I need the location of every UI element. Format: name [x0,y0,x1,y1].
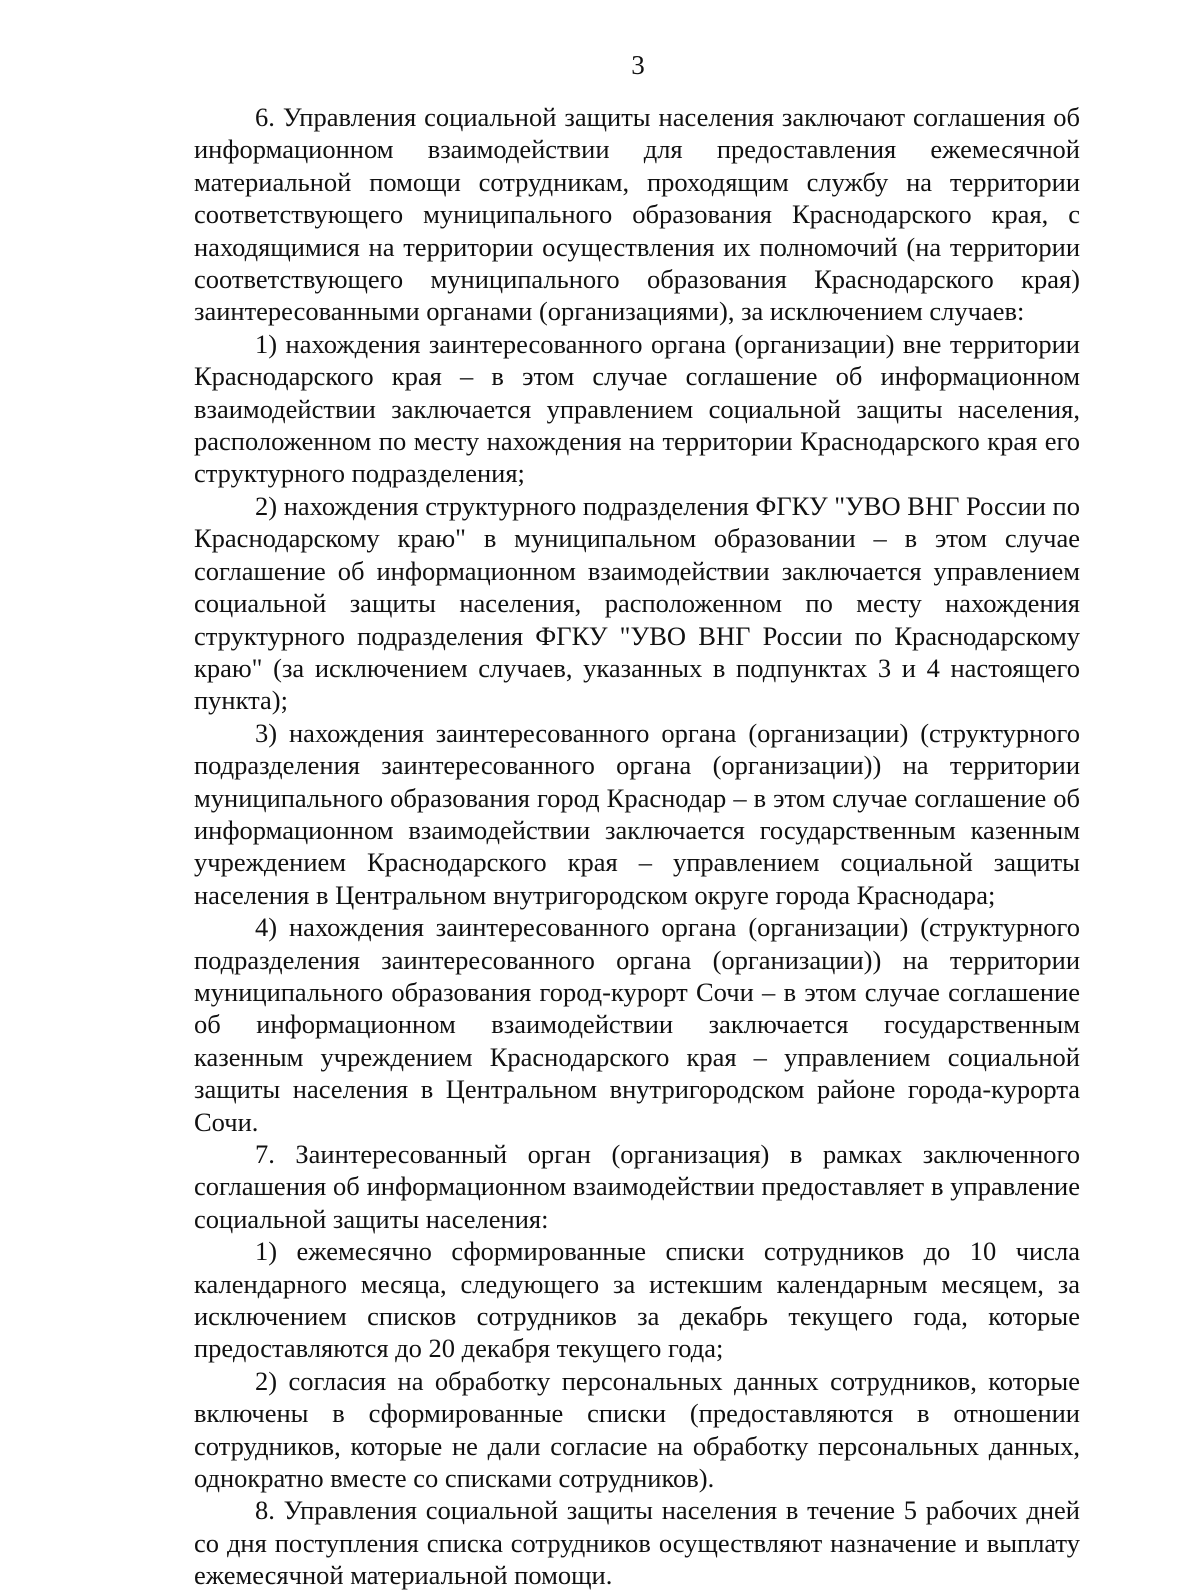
paragraph-8: 8. Управления социальной защиты населения в течение 5 рабочих дней со дня поступления списка сотрудников осуществляют назначение и выплату ежемесячной материальной помощи. [194,1495,1080,1591]
paragraph-7-item-2: 2) согласия на обработку персональных данных сотрудников, которые включены в сформированные списки (предоставляются в отношении сотрудников, которые не дали согласие на обработку персональных данных, однократно вместе со списками сотрудников). [194,1365,1080,1494]
paragraph-7-item-1: 1) ежемесячно сформированные списки сотрудников до 10 числа календарного месяца, следующего за истекшим календарным месяцем, за исключением списков сотрудников за декабрь текущего года, которые предоставляются до 20 декабря текущего года; [194,1236,1080,1364]
page-number: 3 [631,50,645,80]
paragraph-6: 6. Управления социальной защиты населения заключают соглашения об информационном взаимодействии для предоставления ежемесячной материальной помощи сотрудникам, проходящим службу на территории соответствующего муниципального образования Краснодарского края, с находящимися на территории осуществления их полномочий (на территории соответствующего муниципального образования Краснодарского края) заинтересованными органами (организациями), за исключением случаев: [194,102,1080,327]
paragraph-6-item-1: 1) нахождения заинтересованного органа (организации) вне территории Краснодарского края – в этом случае соглашение об информационном взаимодействии заключается управлением социальной защиты населения, расположенном по месту нахождения на территории Краснодарского края его структурного подразделения; [194,328,1080,489]
document-body [194,101,1080,1592]
paragraph-6-item-2: 2) нахождения структурного подразделения ФГКУ "УВО ВНГ России по Краснодарскому краю" в муниципальном образовании – в этом случае соглашение об информационном взаимодействии заключается управлением социальной защиты населения, расположенном по месту нахождения структурного подразделения ФГКУ "УВО ВНГ России по Краснодарскому краю" (за исключением случаев, указанных в подпунктах 3 и 4 настоящего пункта); [194,490,1080,716]
paragraph-7: 7. Заинтересованный орган (организация) в рамках заключенного соглашения об информационном взаимодействии предоставляет в управление социальной защиты населения: [194,1139,1080,1234]
paragraph-6-item-3: 3) нахождения заинтересованного органа (организации) (структурного подразделения заинтересованного органа (организации)) на территории муниципального образования город Краснодар – в этом случае соглашение об информационном взаимодействии заключается государственным казенным учреждением Краснодарского края – управлением социальной защиты населения в Центральном внутригородском округе города Краснодара; [194,717,1080,910]
paragraph-6-item-4: 4) нахождения заинтересованного органа (организации) (структурного подразделения заинтересованного органа (организации)) на территории муниципального образования город-курорт Сочи – в этом случае соглашение об информационном взаимодействии заключается государственным казенным учреждением Краснодарского края – управлением социальной защиты населения в Центральном внутригородском районе города-курорта Сочи. [194,912,1080,1137]
